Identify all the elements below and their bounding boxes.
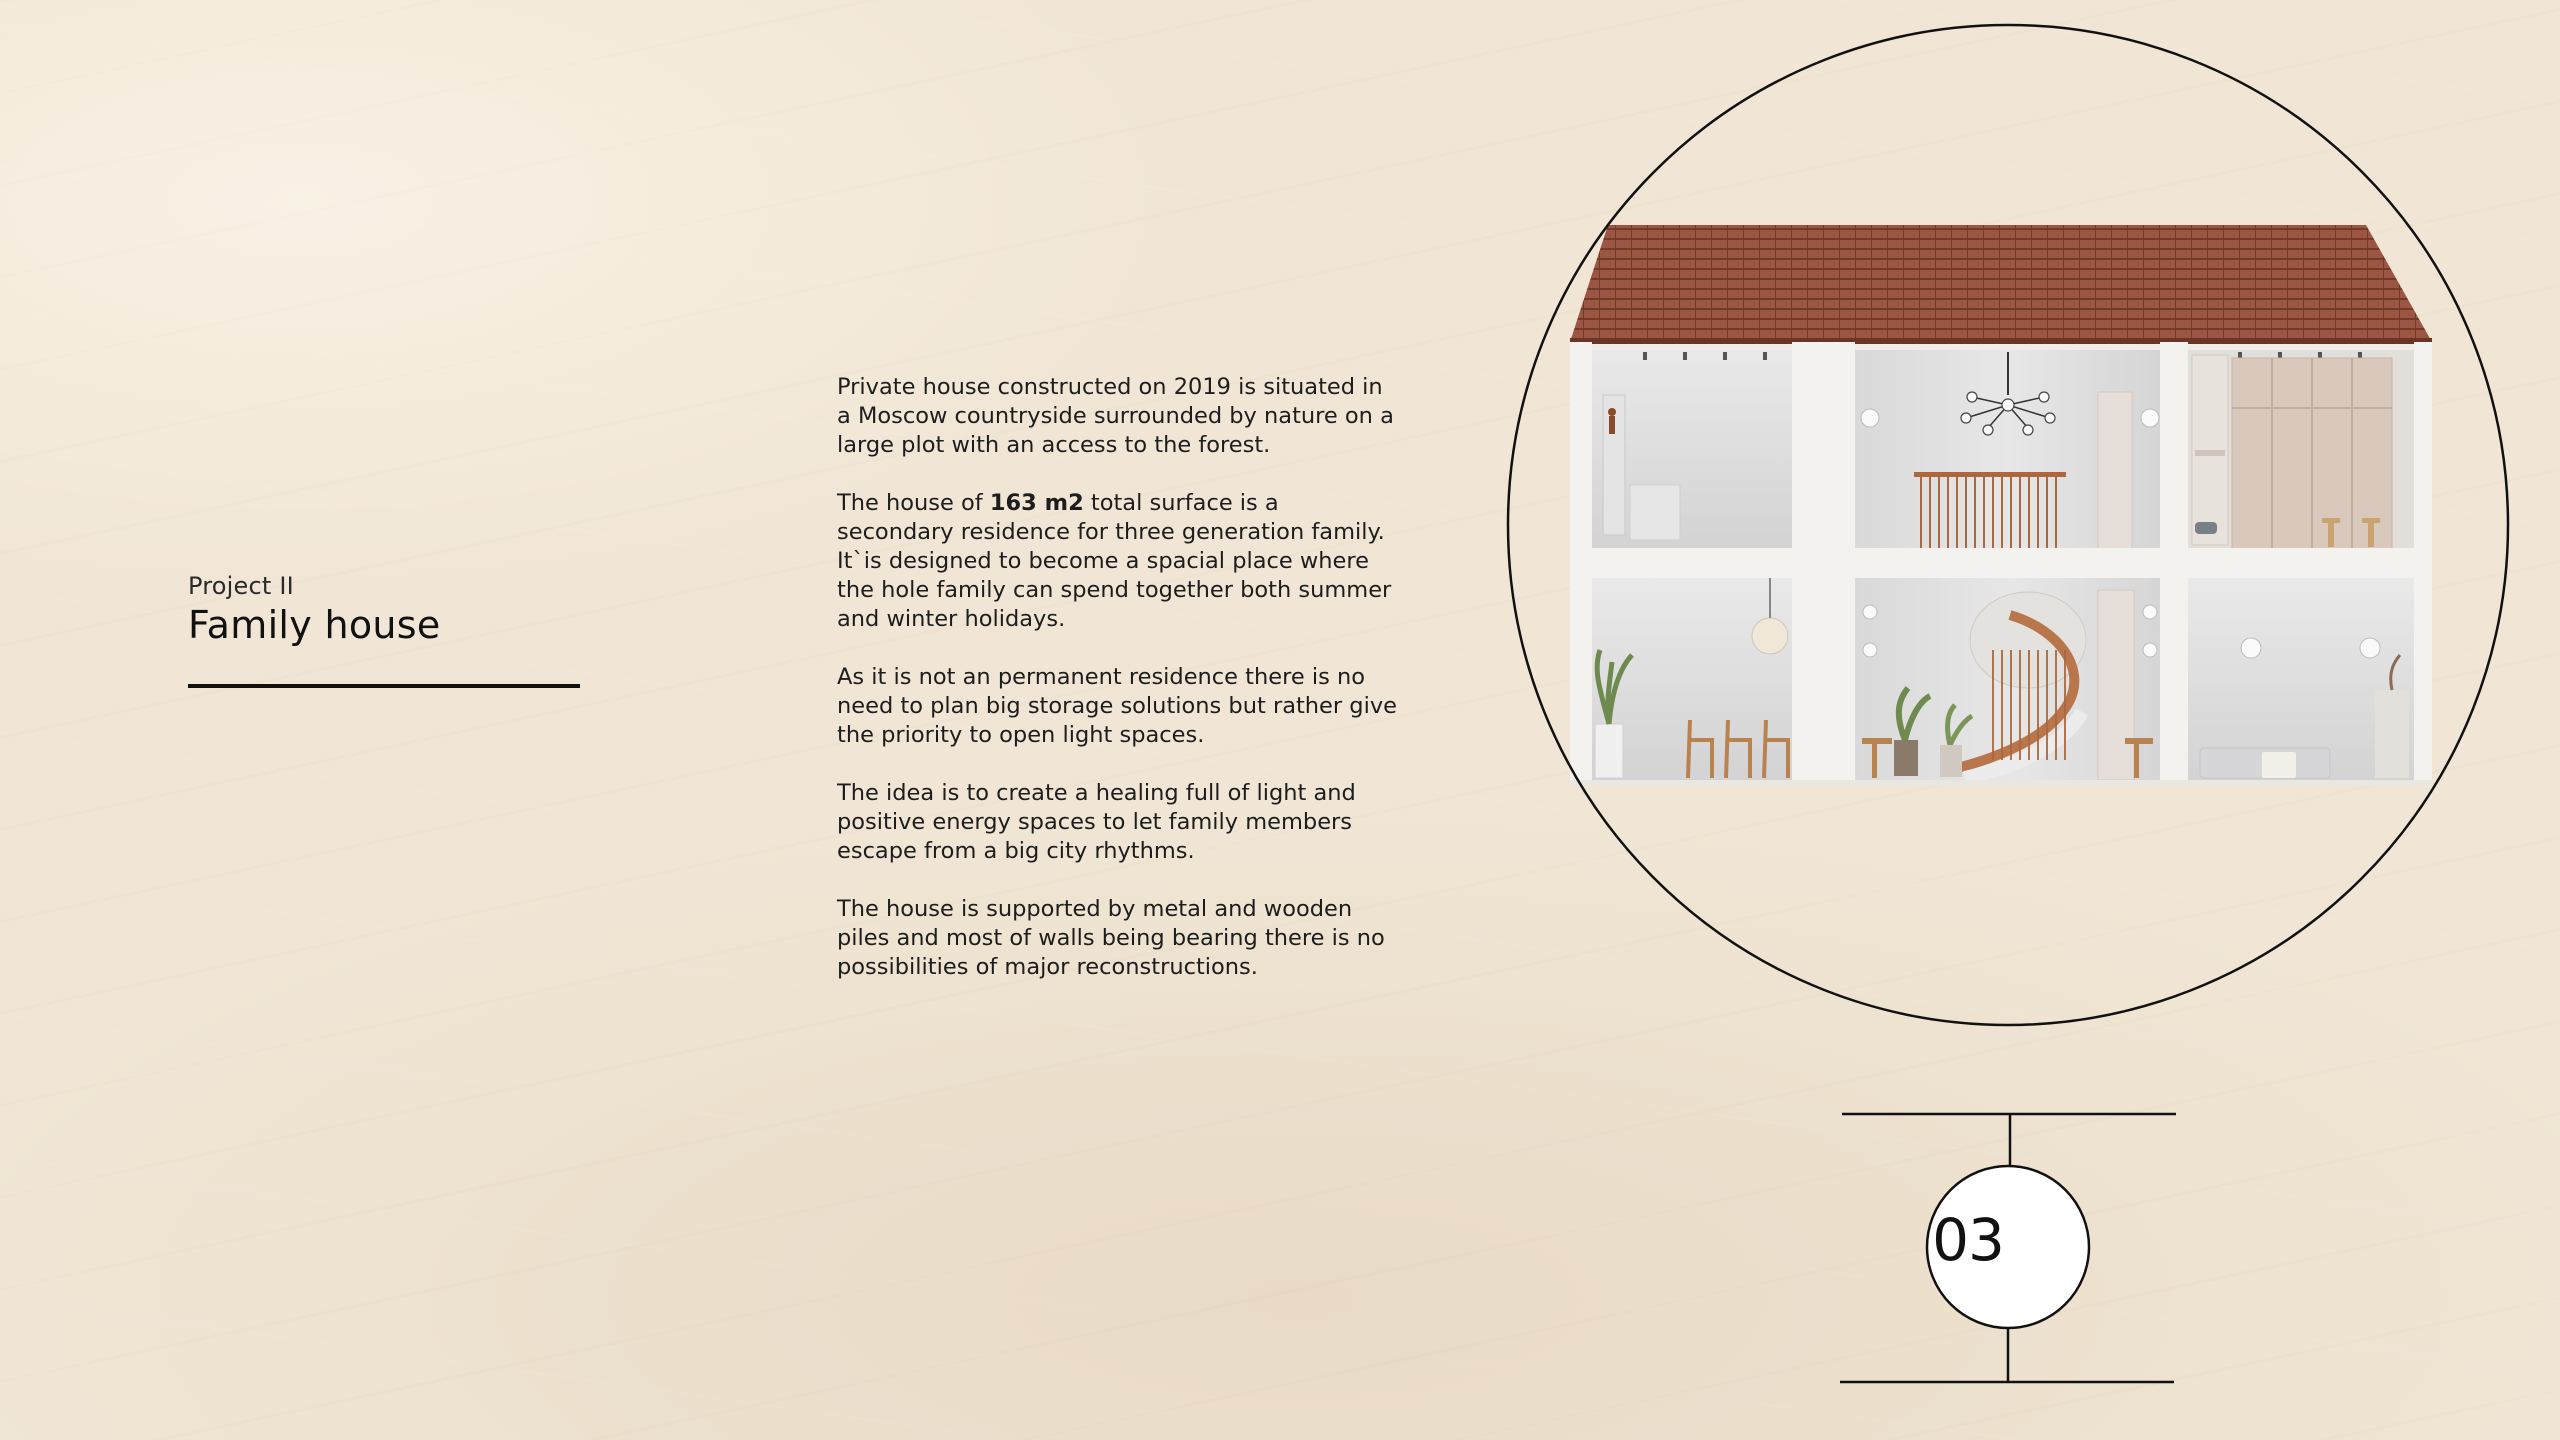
description-paragraph-1: Private house constructed on 2019 is situated in a Moscow countryside surrounded by nature on a large plot with an access to the forest. <box>837 374 1394 458</box>
description-text: The house of <box>837 490 990 516</box>
roof-icon <box>1570 225 2432 342</box>
surface-area: 163 m2 <box>989 490 1084 516</box>
pendant-lamp-icon <box>1752 618 1788 654</box>
description-paragraph-3: As it is not an permanent residence there is no need to plan big storage solutions but rather give the priority to open light spaces. <box>837 664 1397 748</box>
description-text: total surface is a secondary residence for three generation family. It`is designed to become a spacial place where the hole family can spend together both summer and winter holidays. <box>837 490 1392 632</box>
house-section-illustration <box>1570 225 2432 786</box>
description-paragraph-4: The idea is to create a healing full of light and positive energy spaces to let family members escape from a big city rhythms. <box>837 780 1356 864</box>
page-number: 03 <box>1932 1206 2004 1274</box>
project-title: Family house <box>188 603 441 647</box>
project-label: Project II <box>188 572 294 600</box>
description-paragraph-5: The house is supported by metal and wooden piles and most of walls being bearing there is no possibilities of major reconstructions. <box>837 896 1385 980</box>
